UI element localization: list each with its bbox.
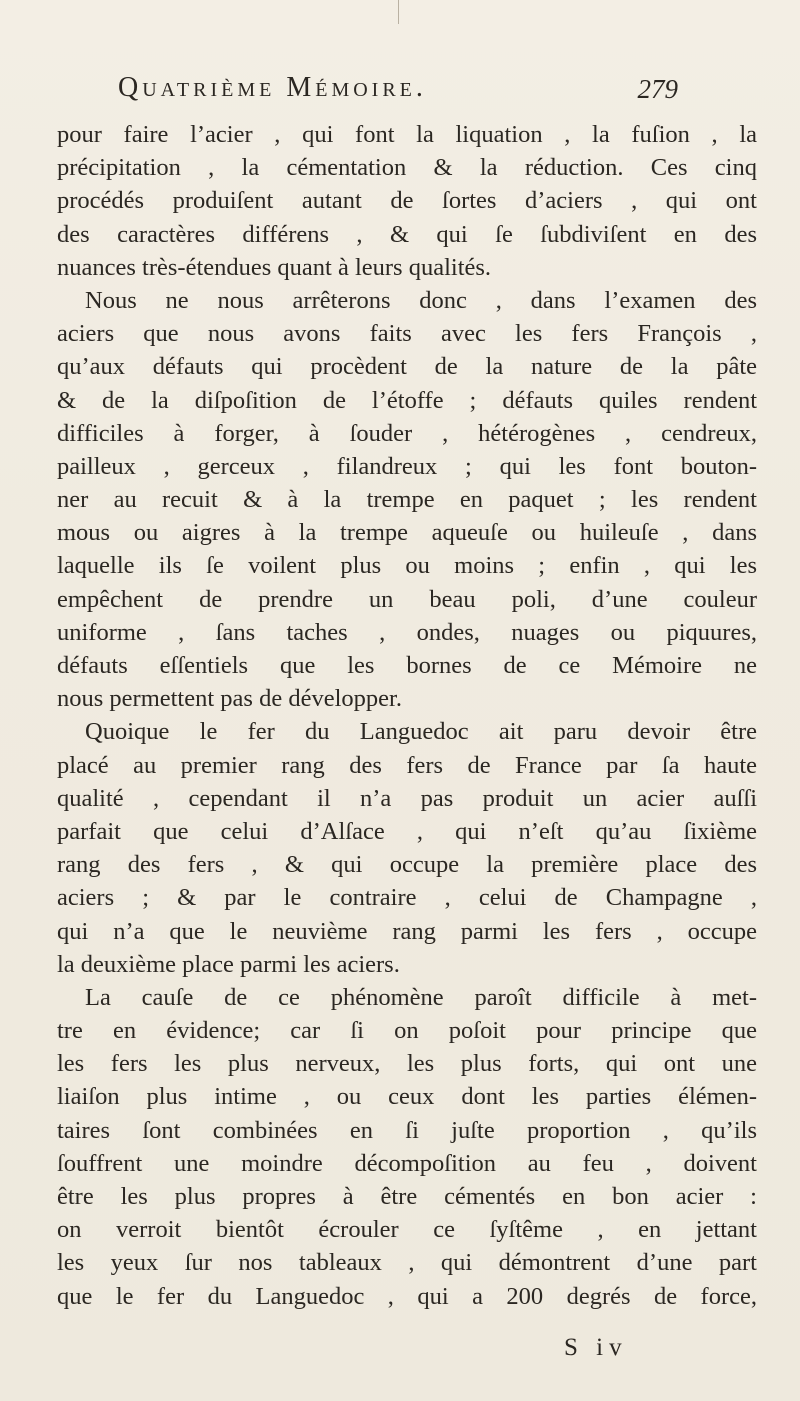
text-line: nuances très-étendues quant à leurs qualités. xyxy=(57,253,492,281)
text-line: tre en évidence; car ſi on poſoit pour principe que xyxy=(57,1017,757,1045)
text-line: on verroit bientôt écrouler ce ſyſtême , en jettant xyxy=(57,1216,757,1244)
text-line: qualité , cependant il n’a pas produit un acier auſſi xyxy=(57,784,757,812)
running-title: Quatrième Mémoire. xyxy=(118,72,427,103)
text-line: ſouffrent une moindre décompoſition au feu , doivent xyxy=(57,1149,757,1177)
page-crease xyxy=(398,0,399,24)
text-line: pailleux , gerceux , filandreux ; qui les font bouton- xyxy=(57,452,757,480)
text-line: les yeux ſur nos tableaux , qui démontrent d’une part xyxy=(57,1249,757,1277)
text-line: la deuxième place parmi les aciers. xyxy=(57,950,400,978)
text-line: procédés produiſent autant de ſortes d’aciers , qui ont xyxy=(57,187,757,215)
signature-mark: S iv xyxy=(564,1334,628,1361)
text-line: rang des fers , & qui occupe la première place des xyxy=(57,851,757,879)
paragraph-start-line: La cauſe de ce phénomène paroît difficile à met- xyxy=(85,983,757,1011)
text-line: difficiles à forger, à ſouder , hétérogènes , cendreux, xyxy=(57,419,757,447)
text-line: des caractères différens , & qui ſe ſubdiviſent en des xyxy=(57,220,757,248)
text-line: nous permettent pas de développer. xyxy=(57,685,402,713)
text-line: taires ſont combinées en ſi juſte proportion , qu’ils xyxy=(57,1116,757,1144)
text-line: empêchent de prendre un beau poli, d’une couleur xyxy=(57,585,757,613)
text-line: laquelle ils ſe voilent plus ou moins ; enfin , qui les xyxy=(57,552,757,580)
text-line: aciers ; & par le contraire , celui de Champagne , xyxy=(57,884,757,912)
text-line: aciers que nous avons faits avec les fers François , xyxy=(57,320,757,348)
text-line: être les plus propres à être cémentés en bon acier : xyxy=(57,1183,757,1210)
text-line: qui n’a que le neuvième rang parmi les fers , occupe xyxy=(57,917,757,945)
page-header xyxy=(118,72,678,112)
text-line: pour faire l’acier , qui font la liquation , la fuſion , la xyxy=(57,121,757,148)
text-line: ner au recuit & à la trempe en paquet ; les rendent xyxy=(57,486,757,514)
text-line: les fers les plus nerveux, les plus forts, qui ont une xyxy=(57,1050,757,1078)
text-line: liaiſon plus intime , ou ceux dont les parties élémen- xyxy=(57,1083,757,1111)
text-line: mous ou aigres à la trempe aqueuſe ou huileuſe , dans xyxy=(57,519,757,547)
text-line: & de la diſpoſition de l’étoffe ; défauts quiles rendent xyxy=(57,386,757,414)
page-number: 279 xyxy=(637,74,678,104)
text-line: que le fer du Languedoc , qui a 200 degrés de force, xyxy=(57,1282,757,1310)
text-line: uniforme , ſans taches , ondes, nuages ou piquures, xyxy=(57,618,757,646)
text-line: placé au premier rang des fers de France par ſa haute xyxy=(57,751,757,779)
text-line: qu’aux défauts qui procèdent de la nature de la pâte xyxy=(57,353,757,381)
text-line: parfait que celui d’Alſace , qui n’eſt qu’au ſixième xyxy=(57,817,757,845)
paragraph-start-line: Quoique le fer du Languedoc ait paru devoir être xyxy=(85,718,757,746)
paragraph-start-line: Nous ne nous arrêterons donc , dans l’examen des xyxy=(85,286,757,314)
text-line: défauts eſſentiels que les bornes de ce Mémoire ne xyxy=(57,652,757,679)
text-line: précipitation , la cémentation & la réduction. Ces cinq xyxy=(57,154,757,182)
body-text xyxy=(57,118,757,1313)
